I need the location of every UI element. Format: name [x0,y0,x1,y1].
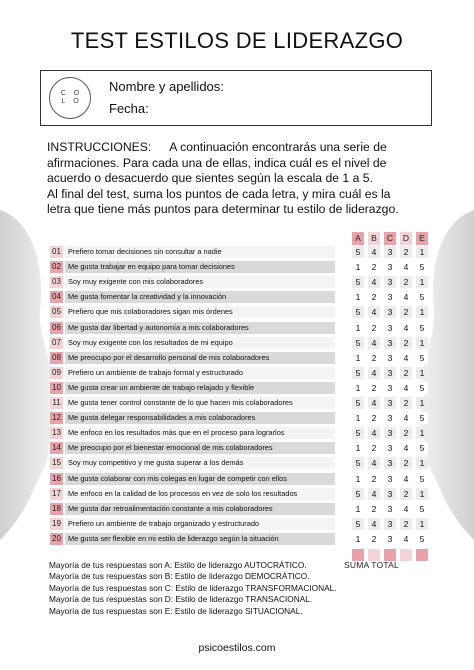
question-row [50,322,428,335]
score-cell[interactable]: 3 [384,337,396,349]
question-text: Me gusta ser flexible en mi estilo de liderazgo según la situación [65,533,335,545]
score-cell[interactable]: 3 [384,276,396,288]
footer-website: psicoestilos.com [198,642,276,654]
score-cell[interactable]: 1 [416,337,428,349]
score-cell[interactable]: 3 [384,503,396,515]
question-text: Me enfoco en la calidad de los procesos en vez de solo los resultados [65,488,335,500]
score-cell[interactable]: 2 [368,352,380,364]
score-cell[interactable]: 5 [352,306,364,318]
question-number: 04 [50,291,63,303]
score-cell[interactable]: 3 [384,533,396,545]
question-text: Me gusta crear un ambiente de trabajo relajado y flexible [65,382,335,394]
score-cell[interactable]: 5 [352,397,364,409]
score-cell[interactable]: 3 [384,457,396,469]
score-cell[interactable]: 1 [416,488,428,500]
score-cell[interactable]: 3 [384,367,396,379]
score-cell[interactable]: 1 [352,352,364,364]
score-cell[interactable]: 4 [368,337,380,349]
page-title: TEST ESTILOS DE LIDERAZGO [70,28,404,53]
score-cell[interactable]: 4 [368,457,380,469]
question-row [50,306,428,319]
instructions-line: acuerdo o desacuerdo que sientes según la escala de 1 a 5. [47,171,373,185]
score-cell[interactable]: 5 [416,412,428,424]
score-cell[interactable]: 5 [416,533,428,545]
question-row [50,397,428,410]
question-text: Me gusta dar retroalimentación constante a mis colaboradores [65,503,335,515]
question-row [50,291,428,304]
score-cell[interactable]: 5 [352,457,364,469]
score-cell[interactable]: 1 [416,306,428,318]
question-text: Soy muy exigente con mis colaboradores [65,276,335,288]
question-text: Me gusta fomentar la creatividad y la innovación [65,291,335,303]
sum-total-label: SUMA TOTAL [344,560,399,570]
score-cell[interactable]: 4 [400,412,412,424]
question-row [50,518,428,531]
score-cell[interactable]: 3 [384,518,396,530]
question-number: 01 [50,246,63,258]
score-cell[interactable]: 3 [384,442,396,454]
result-line: Mayoría de tus respuestas son B: Estilo de liderazgo DEMOCRÁTICO. [49,571,310,582]
score-cell[interactable]: 1 [352,291,364,303]
question-number: 19 [50,518,63,530]
question-number: 10 [50,382,63,394]
logo-letter: C [60,90,66,97]
score-cell[interactable]: 1 [416,246,428,258]
question-text: Me gusta dar libertad y autonomía a mis colaboradores [65,322,335,334]
score-cell[interactable]: 2 [368,503,380,515]
logo-letter: L [61,98,66,105]
question-text: Me gusta tener control constante de lo que hacen mis colaboradores [65,397,335,409]
score-cell[interactable]: 5 [352,246,364,258]
question-row [50,427,428,440]
instructions-label: INSTRUCCIONES: [47,140,152,154]
score-cell[interactable]: 1 [352,503,364,515]
question-row [50,246,428,259]
name-field-label: Nombre y apellidos: [109,79,224,94]
score-cell[interactable]: 2 [368,442,380,454]
question-row [50,382,428,395]
score-cell[interactable]: 1 [416,427,428,439]
score-cell[interactable]: 3 [384,397,396,409]
question-row [50,442,428,455]
score-cell[interactable]: 2 [368,382,380,394]
column-header-c: C [384,232,396,245]
score-cell[interactable]: 3 [384,473,396,485]
question-text: Me enfoco en los resultados más que en el proceso para lograrlos [65,427,335,439]
score-cell[interactable]: 4 [368,246,380,258]
score-cell[interactable]: 2 [368,261,380,273]
question-number: 08 [50,352,63,364]
score-cell[interactable]: 4 [368,306,380,318]
score-cell[interactable]: 2 [368,291,380,303]
question-number: 09 [50,367,63,379]
score-cell[interactable]: 5 [416,442,428,454]
question-row [50,412,428,425]
score-cell[interactable]: 3 [384,488,396,500]
question-row [50,473,428,486]
logo-letter: O [73,98,79,105]
score-cell[interactable]: 3 [384,291,396,303]
question-text: Me gusta colaborar con mis colegas en lugar de competir con ellos [65,473,335,485]
score-cell[interactable]: 1 [416,367,428,379]
sum-total-cell-e[interactable] [416,549,428,561]
score-cell[interactable]: 4 [400,322,412,334]
score-cell[interactable]: 1 [416,276,428,288]
question-text: Prefiero que mis colaboradores sigan mis órdenes [65,306,335,318]
score-cell[interactable]: 5 [352,276,364,288]
result-line: Mayoría de tus respuestas son A: Estilo de liderazgo AUTOCRÁTICO. [49,560,307,570]
score-cell[interactable]: 1 [352,473,364,485]
result-line: Mayoría de tus respuestas son D: Estilo de liderazgo TRANSACIONAL. [49,594,313,605]
logo-letter: O [73,90,80,97]
question-number: 16 [50,473,63,485]
score-cell[interactable]: 4 [400,473,412,485]
score-cell[interactable]: 1 [352,533,364,545]
score-cell[interactable]: 2 [400,306,412,318]
result-line: Mayoría de tus respuestas son E: Estilo de liderazgo SITUACIONAL. [49,605,303,616]
question-number: 15 [50,457,63,469]
score-cell[interactable]: 4 [368,488,380,500]
sum-total-cell-d[interactable] [400,549,412,561]
score-cell[interactable]: 2 [400,397,412,409]
question-row [50,367,428,380]
score-cell[interactable]: 5 [416,322,428,334]
info-box [40,70,432,126]
score-cell[interactable]: 2 [368,412,380,424]
question-number: 13 [50,427,63,439]
score-cell[interactable]: 5 [352,427,364,439]
question-row [50,503,428,516]
score-cell[interactable]: 3 [384,352,396,364]
score-cell[interactable]: 4 [368,518,380,530]
score-cell[interactable]: 4 [400,442,412,454]
colo-logo [49,77,91,119]
score-cell[interactable]: 2 [400,367,412,379]
score-cell[interactable]: 4 [400,261,412,273]
column-header-b: B [368,232,380,245]
score-cell[interactable]: 4 [368,427,380,439]
question-number: 20 [50,533,63,545]
instructions-line: A continuación encontrarás una serie de [169,140,387,154]
question-number: 18 [50,503,63,515]
score-cell[interactable]: 3 [384,427,396,439]
score-cell[interactable]: 4 [368,367,380,379]
question-text: Me gusta trabajar en equipo para tomar decisiones [65,261,335,273]
score-cell[interactable]: 1 [416,397,428,409]
question-number: 02 [50,261,63,273]
score-cell[interactable]: 4 [400,533,412,545]
score-cell[interactable]: 3 [384,306,396,318]
instructions-block [47,140,437,218]
score-cell[interactable]: 3 [384,322,396,334]
question-number: 12 [50,412,63,424]
instructions-line: letra que tiene más puntos para determinar tu estilo de liderazgo. [47,202,399,216]
question-number: 14 [50,442,63,454]
score-cell[interactable]: 2 [400,427,412,439]
question-row [50,533,428,546]
question-text: Prefiero un ambiente de trabajo formal y estructurado [65,367,335,379]
score-cell[interactable]: 1 [352,261,364,273]
question-number: 05 [50,306,63,318]
question-row [50,488,428,501]
score-cell[interactable]: 1 [416,457,428,469]
question-text: Prefiero un ambiente de trabajo organizado y estructurado [65,518,335,530]
score-cell[interactable]: 2 [400,276,412,288]
question-text: Soy muy competitivo y me gusta superar a los demás [65,457,335,469]
score-cell[interactable]: 2 [400,457,412,469]
score-cell[interactable]: 4 [400,352,412,364]
score-cell[interactable]: 1 [352,412,364,424]
date-field-label: Fecha: [109,101,149,116]
results-legend [49,560,337,617]
question-row [50,352,428,365]
score-cell[interactable]: 4 [368,397,380,409]
score-cell[interactable]: 5 [352,488,364,500]
question-text: Me gusta delegar responsabilidades a mis colaboradores [65,412,335,424]
score-cell[interactable]: 2 [368,533,380,545]
score-cell[interactable]: 3 [384,261,396,273]
score-cell[interactable]: 5 [352,337,364,349]
question-text: Soy muy exigente con los resultados de mi equipo [65,337,335,349]
question-row [50,337,428,350]
score-cell[interactable]: 2 [368,322,380,334]
score-cell[interactable]: 5 [352,367,364,379]
score-cell[interactable]: 2 [400,518,412,530]
question-row [50,261,428,274]
score-cell[interactable]: 3 [384,382,396,394]
question-number: 17 [50,488,63,500]
question-text: Me preocupo por el bienestar emocional de mis colaboradores [65,442,335,454]
score-cell[interactable]: 2 [368,473,380,485]
score-cell[interactable]: 5 [416,473,428,485]
score-cell[interactable]: 5 [416,352,428,364]
question-row [50,457,428,470]
score-cell[interactable]: 4 [400,291,412,303]
question-text: Prefiero tomar decisiones sin consultar a nadie [65,246,335,258]
score-cell[interactable]: 4 [400,382,412,394]
score-cell[interactable]: 5 [416,503,428,515]
instructions-line: afirmaciones. Para cada una de ellas, indica cuál es el nivel de [47,155,387,170]
score-cell[interactable]: 5 [352,518,364,530]
score-cell[interactable]: 2 [400,246,412,258]
question-text: Me preocupo por el desarrollo personal de mis colaboradores [65,352,335,364]
score-cell[interactable]: 4 [400,503,412,515]
score-cell[interactable]: 1 [352,322,364,334]
score-cell[interactable]: 3 [384,246,396,258]
score-cell[interactable]: 4 [368,276,380,288]
column-header-e: E [416,232,428,245]
score-cell[interactable]: 2 [400,488,412,500]
result-line: Mayoría de tus respuestas son C: Estilo de liderazgo TRANSFORMACIONAL. [49,582,337,593]
question-number: 11 [50,397,63,409]
instructions-line: Al final del test, suma los puntos de cada letra, y mira cuál es la [47,186,391,201]
column-header-d: D [400,232,412,245]
question-number: 06 [50,322,63,334]
score-cell[interactable]: 1 [416,518,428,530]
column-header-a: A [352,232,364,245]
score-cell[interactable]: 5 [416,261,428,273]
score-cell[interactable]: 5 [416,382,428,394]
score-cell[interactable]: 5 [416,291,428,303]
question-row [50,276,428,289]
score-cell[interactable]: 1 [352,442,364,454]
score-cell[interactable]: 1 [352,382,364,394]
score-cell[interactable]: 3 [384,412,396,424]
score-cell[interactable]: 2 [400,337,412,349]
question-number: 03 [50,276,63,288]
question-number: 07 [50,337,63,349]
